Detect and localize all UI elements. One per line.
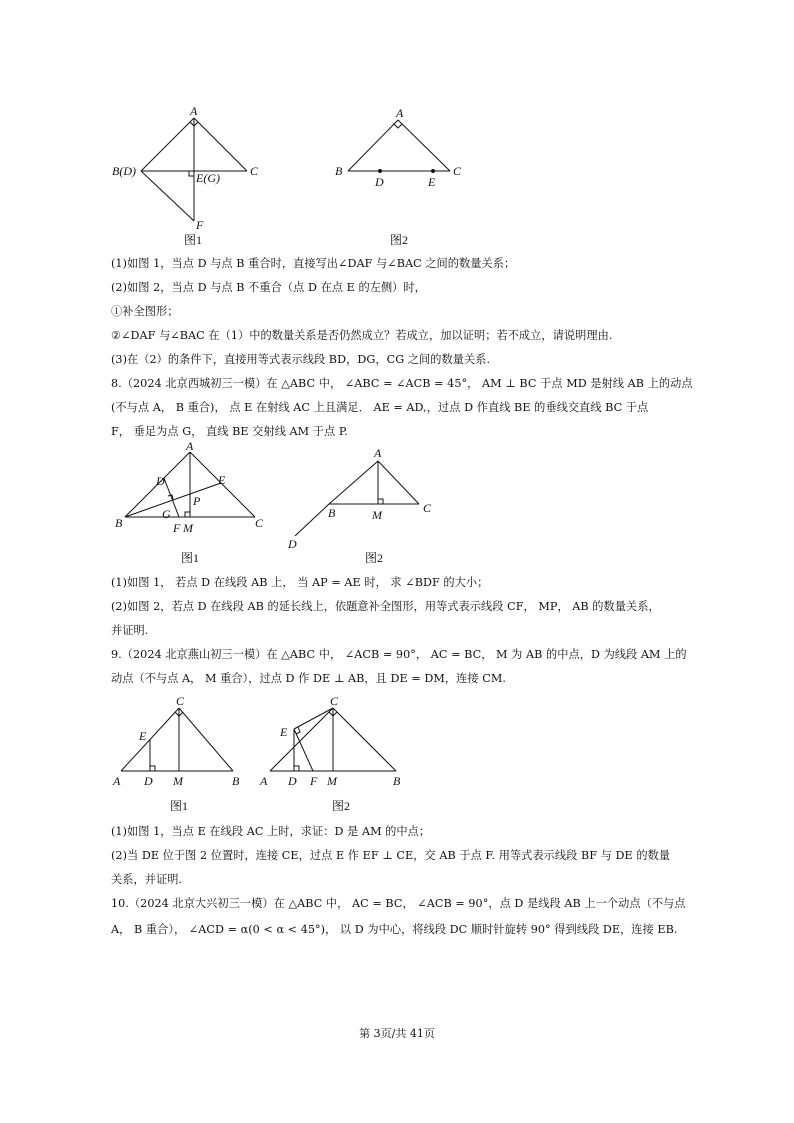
- label-E: E: [280, 725, 288, 739]
- right-angle-mark-D: [150, 766, 155, 771]
- label-A: A: [396, 106, 404, 120]
- label-A: A: [374, 446, 382, 460]
- segment-AB: [348, 120, 398, 171]
- label-D: D: [156, 474, 165, 488]
- p8-stem-1: 8.（2024 北京西城初三一模）在 △ABC 中， ∠ABC = ∠ACB = 45°， AM ⊥ BC 于点 MD 是射线 AB 上的动点: [111, 377, 693, 390]
- label-M: M: [173, 774, 183, 788]
- label-E: E: [218, 473, 226, 487]
- p9-q2: (2)当 DE 位于图 2 位置时，连接 CE，过点 E 作 EF ⊥ CE，交 AB 于点 F. 用等式表示线段 BF 与 DE 的数量: [111, 849, 671, 862]
- p7-fig2-svg: [330, 104, 470, 249]
- p8-q2-cont: 并证明.: [111, 624, 149, 637]
- label-A: A: [190, 104, 198, 118]
- p9-fig2-svg: [258, 694, 408, 816]
- segment-BD-extension: [295, 504, 329, 536]
- p8-fig1-svg: [113, 439, 273, 566]
- label-C: C: [330, 694, 339, 708]
- caption: 图1: [181, 551, 200, 565]
- label-B: B: [115, 516, 123, 530]
- p8-stem-2: (不与点 A， B 重合)， 点 E 在射线 AC 上且满足． AE = AD,，过点 D 作直线 BE 的垂线交直线 BC 于点: [111, 401, 649, 414]
- label-BD: B(D): [112, 164, 136, 178]
- p10-stem-2: A， B 重合）， ∠ACD = α(0 < α < 45°)， 以 D 为中心，将线段 DC 顺时针旋转 90° 得到线段 DE，连接 EB.: [111, 923, 678, 936]
- p9-stem-1: 9.（2024 北京燕山初三一模）在 △ABC 中， ∠ACB = 90°， AC = BC， M 为 AB 的中点，D 为线段 AM 上的: [111, 648, 687, 661]
- label-P: P: [193, 494, 201, 508]
- label-A: A: [186, 439, 194, 453]
- p10-stem-1: 10.（2024 北京大兴初三一模）在 △ABC 中， AC = BC， ∠ACB = 90°，点 D 是线段 AB 上一个动点（不与点: [111, 897, 686, 910]
- label-M: M: [327, 774, 337, 788]
- p7-fig1-svg: [110, 104, 280, 249]
- point-D: [378, 169, 382, 173]
- label-D: D: [144, 774, 153, 788]
- segment-AC: [194, 118, 247, 171]
- label-F: F: [196, 218, 204, 232]
- p8-q2: (2)如图 2，若点 D 在线段 AB 的延长线上，依题意补全图形，用等式表示线段 CF， MP， AB 的数量关系，: [111, 600, 660, 613]
- label-D: D: [375, 175, 384, 189]
- p9-figure-1: [113, 694, 258, 816]
- label-E: E: [428, 175, 436, 189]
- p9-q2-cont: 关系，并证明.: [111, 873, 183, 886]
- label-M: M: [183, 521, 193, 535]
- p7-q2-1: ①补全图形；: [111, 305, 179, 318]
- label-F: F: [310, 774, 318, 788]
- caption: 图1: [184, 233, 203, 247]
- segment-AC: [398, 120, 450, 171]
- segment-AC: [378, 461, 419, 504]
- p7-q2: (2)如图 2，当点 D 与点 B 不重合（点 D 在点 E 的左侧）时，: [111, 281, 426, 294]
- p7-q2-2: ②∠DAF 与∠BAC 在（1）中的数量关系是否仍然成立？若成立，加以证明；若不成立，请说明理由.: [111, 329, 613, 342]
- label-A: A: [113, 774, 121, 788]
- label-B: B: [393, 774, 401, 788]
- right-angle-mark-M: [185, 512, 190, 517]
- label-M: M: [372, 508, 382, 522]
- label-D: D: [288, 537, 297, 551]
- p8-figure-2: [283, 444, 443, 566]
- segment-BC: [333, 708, 396, 771]
- p7-q1: (1)如图 1，当点 D 与点 B 重合时，直接写出∠DAF 与∠BAC 之间的数量关系；: [111, 257, 516, 270]
- label-C: C: [255, 516, 264, 530]
- right-angle-mark-A: [394, 124, 402, 128]
- caption: 图1: [170, 799, 189, 813]
- caption: 图2: [332, 799, 351, 813]
- label-B: B: [232, 774, 240, 788]
- p8-figure-1: [113, 439, 273, 566]
- label-EG: E(G): [196, 171, 220, 185]
- label-A: A: [260, 774, 268, 788]
- p7-q3: (3)在（2）的条件下，直接用等式表示线段 BD，DG，CG 之间的数量关系.: [111, 353, 491, 366]
- p9-stem-2: 动点（不与点 A， M 重合），过点 D 作 DE ⊥ AB，且 DE = DM，连接 CM.: [111, 672, 506, 685]
- label-G: G: [162, 507, 171, 521]
- p9-fig1-svg: [113, 694, 258, 816]
- label-C: C: [453, 164, 462, 178]
- right-angle-mark-D: [294, 766, 299, 771]
- right-angle-mark-M: [378, 499, 383, 504]
- label-B: B: [335, 164, 343, 178]
- p9-q1: (1)如图 1，当点 E 在线段 AC 上时，求证：D 是 AM 的中点；: [111, 825, 431, 838]
- p8-q1: (1)如图 1， 若点 D 在线段 AB 上， 当 AP = AE 时， 求 ∠BDF 的大小；: [111, 576, 489, 589]
- segment-BC: [179, 708, 233, 771]
- page-footer: 第 3页/共 41页: [359, 1027, 435, 1040]
- caption: 图2: [365, 551, 384, 565]
- label-C: C: [250, 164, 259, 178]
- label-C: C: [423, 501, 432, 515]
- label-C: C: [176, 694, 185, 708]
- segment-DF: [141, 171, 194, 221]
- point-E: [431, 169, 435, 173]
- label-E: E: [139, 729, 147, 743]
- label-B: B: [328, 506, 336, 520]
- p8-fig2-svg: [283, 444, 443, 566]
- p9-figure-2: [258, 694, 408, 816]
- label-F: F: [173, 521, 181, 535]
- segment-CE: [294, 708, 333, 729]
- segment-AB: [329, 461, 378, 504]
- segment-EF: [294, 729, 313, 771]
- segment-AB: [141, 118, 194, 171]
- p8-stem-3: F， 垂足为点 G， 直线 BE 交射线 AM 于点 P.: [111, 425, 348, 438]
- p7-figure-1: [110, 104, 280, 249]
- caption: 图2: [390, 233, 409, 247]
- right-angle-mark-E: [189, 171, 194, 176]
- label-D: D: [288, 774, 297, 788]
- segment-BE: [125, 483, 221, 517]
- segment-AC: [270, 708, 333, 771]
- p7-figure-2: [330, 104, 470, 249]
